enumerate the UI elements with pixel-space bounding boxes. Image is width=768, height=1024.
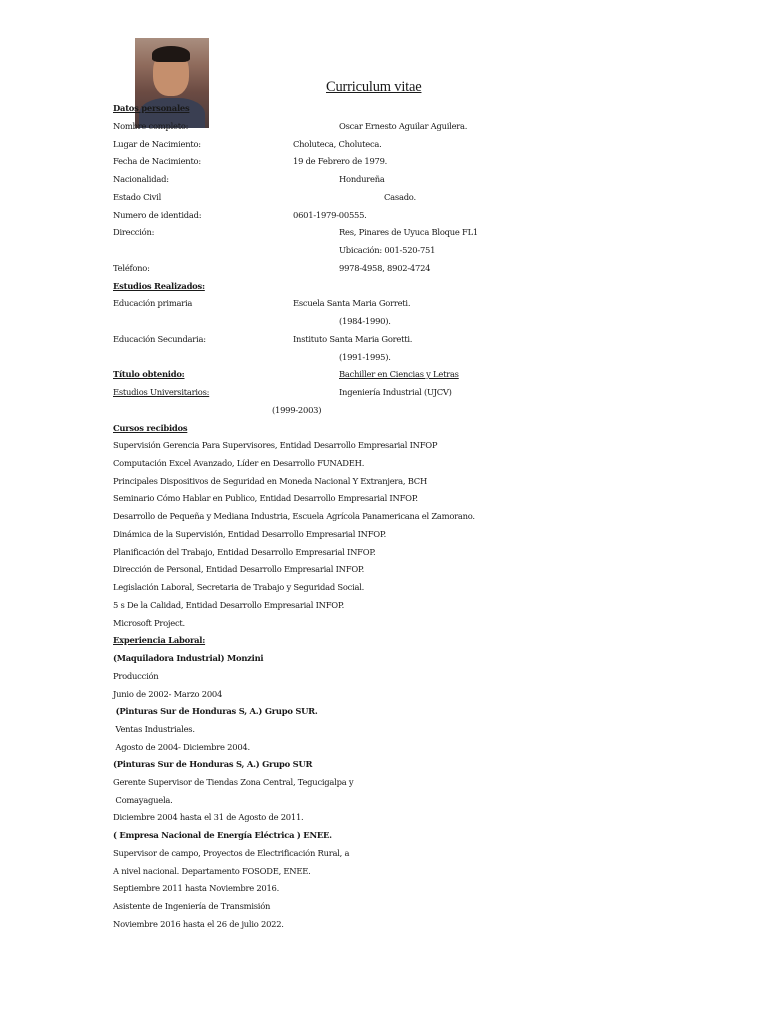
nacionalidad-value: Hondureña <box>339 174 385 184</box>
titulo-value: Bachiller en Ciencias y Letras <box>339 369 459 379</box>
experience-role: Producción <box>113 671 159 681</box>
experience-dates: Agosto de 2004- Diciembre 2004. <box>113 742 250 752</box>
secundaria-value: Instituto Santa Maria Goretti. <box>293 334 413 344</box>
curso-item: 5 s De la Calidad, Entidad Desarrollo Empresarial INFOP. <box>113 600 345 610</box>
experience-role: Gerente Supervisor de Tiendas Zona Central, Tegucigalpa y <box>113 777 354 787</box>
lugar-value: Choluteca, Choluteca. <box>293 139 382 149</box>
estado-label: Estado Civil <box>113 192 162 202</box>
identidad-label: Numero de identidad: <box>113 210 202 220</box>
primaria-label: Educación primaria <box>113 298 193 308</box>
experience-dates: Junio de 2002- Marzo 2004 <box>113 689 223 699</box>
curso-item: Dinámica de la Supervisión, Entidad Desarrollo Empresarial INFOP. <box>113 529 387 539</box>
secundaria-label: Educación Secundaria: <box>113 334 206 344</box>
universitarios-label: Estudios Universitarios: <box>113 387 210 397</box>
section-heading-cursos: Cursos recibidos <box>113 423 188 433</box>
experience-role: Ventas Industriales. <box>113 724 195 734</box>
telefono-label: Teléfono: <box>113 263 150 273</box>
titulo-label: Título obtenido: <box>113 369 185 379</box>
nombre-value: Oscar Ernesto Aguilar Aguilera. <box>339 121 468 131</box>
curso-item: Microsoft Project. <box>113 618 185 628</box>
curso-item: Seminario Cómo Hablar en Publico, Entidad Desarrollo Empresarial INFOP. <box>113 493 418 503</box>
experience-company: (Pinturas Sur de Honduras S, A.) Grupo SUR <box>113 759 313 769</box>
primaria-years: (1984-1990). <box>339 316 391 326</box>
section-heading-datos: Datos personales <box>113 103 190 113</box>
secundaria-years: (1991-1995). <box>339 352 391 362</box>
fecha-label: Fecha de Nacimiento: <box>113 156 201 166</box>
identidad-value: 0601-1979-00555. <box>293 210 367 220</box>
curso-item: Desarrollo de Pequeña y Mediana Industria, Escuela Agrícola Panamericana el Zamorano. <box>113 511 475 521</box>
nombre-label: Nombre completo: <box>113 121 189 131</box>
experience-dates: Diciembre 2004 hasta el 31 de Agosto de 2011. <box>113 812 304 822</box>
lugar-label: Lugar de Nacimiento: <box>113 139 201 149</box>
nacionalidad-label: Nacionalidad: <box>113 174 169 184</box>
experience-role-continued: A nivel nacional. Departamento FOSODE, ENEE. <box>113 866 311 876</box>
ubicacion-value: Ubicación: 001-520-751 <box>339 245 436 255</box>
experience-role: Asistente de Ingeniería de Transmisión <box>113 901 271 911</box>
estado-value: Casado. <box>384 192 416 202</box>
curso-item: Supervisión Gerencia Para Supervisores, Entidad Desarrollo Empresarial INFOP <box>113 440 438 450</box>
fecha-value: 19 de Febrero de 1979. <box>293 156 388 166</box>
experience-role: Supervisor de campo, Proyectos de Electrificación Rural, a <box>113 848 350 858</box>
curso-item: Principales Dispositivos de Seguridad en Moneda Nacional Y Extranjera, BCH <box>113 476 428 486</box>
telefono-value: 9978-4958, 8902-4724 <box>339 263 431 273</box>
universitarios-value: Ingeniería Industrial (UJCV) <box>339 387 452 397</box>
experience-company: ( Empresa Nacional de Energía Eléctrica ) ENEE. <box>113 830 332 840</box>
experience-dates: Septiembre 2011 hasta Noviembre 2016. <box>113 883 280 893</box>
curso-item: Legislación Laboral, Secretaria de Trabajo y Seguridad Social. <box>113 582 365 592</box>
experience-role-continued: Comayaguela. <box>113 795 173 805</box>
universitarios-years: (1999-2003) <box>272 405 322 415</box>
photo-hair <box>152 46 190 62</box>
curso-item: Dirección de Personal, Entidad Desarrollo Empresarial INFOP. <box>113 564 365 574</box>
curso-item: Computación Excel Avanzado, Líder en Desarrollo FUNADEH. <box>113 458 365 468</box>
experience-dates: Noviembre 2016 hasta el 26 de julio 2022. <box>113 919 284 929</box>
document-title: Curriculum vitae <box>326 79 422 95</box>
experience-company: (Maquiladora Industrial) Monzini <box>113 653 264 663</box>
curso-item: Planificación del Trabajo, Entidad Desarrollo Empresarial INFOP. <box>113 547 376 557</box>
direccion-value: Res, Pinares de Uyuca Bloque FL1 <box>339 227 478 237</box>
experience-company: (Pinturas Sur de Honduras S, A.) Grupo SUR. <box>113 706 318 716</box>
section-heading-experiencia: Experiencia Laboral: <box>113 635 206 645</box>
section-heading-estudios: Estudios Realizados: <box>113 281 205 291</box>
primaria-value: Escuela Santa Maria Gorreti. <box>293 298 411 308</box>
direccion-label: Dirección: <box>113 227 155 237</box>
profile-photo <box>135 38 209 128</box>
